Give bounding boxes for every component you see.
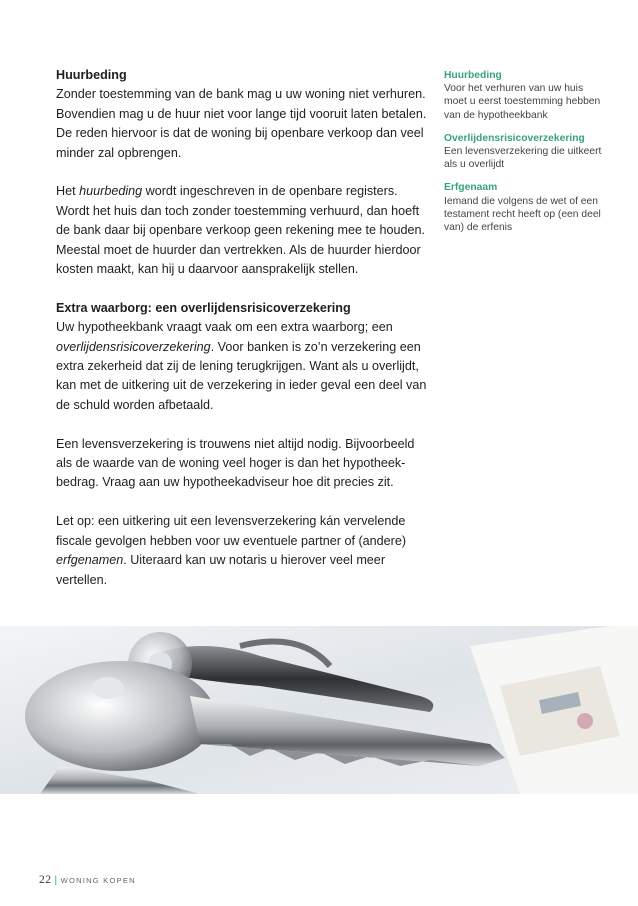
glossary-sidebar [444,69,604,244]
paragraph-let-op [56,512,428,590]
glossary-definition: Voor het verhuren van uw huis moet u eerst toestemming hebben van de hypotheekbank [444,83,601,121]
paragraph-text: Uw hypotheekbank vraagt vaak om een extra waarborg; een [56,320,393,335]
page-footer [39,874,136,886]
paragraph-huurbeding-registers [56,182,428,279]
paragraph-text: Het [56,184,80,199]
main-text-column [56,66,428,590]
section-name: WONING KOPEN [60,876,136,885]
paragraph-text: Een levensverzekering is trouwens niet altijd nodig. Bijvoorbeeld als de waarde van de woning veel hoger is dan het hypotheek-bedrag. Vraag aan uw hypotheekadviseur hoe dit precies zit. [56,436,415,490]
keys-photo [0,626,638,794]
page-number: 22 [39,874,52,886]
paragraph-huurbeding-intro [56,66,428,163]
paper-dot [577,713,593,729]
glossary-entry [444,69,604,122]
glossary-term: Huurbeding [444,70,502,81]
keys-illustration [0,626,638,794]
glossary-entry [444,132,604,172]
paragraph-text: Let op: een uitkering uit een levensverzekering kán vervelende fiscale gevolgen hebben voor uw eventuele partner of (andere) [56,514,407,548]
term-erfgenamen: erfgenamen [56,553,124,568]
glossary-term: Erfgenaam [444,182,498,194]
glossary-term: Overlijdensrisicoverzekering [444,132,585,144]
section-heading-huurbeding: Huurbeding [56,68,127,82]
section-heading-extra-waarborg: Extra waarborg: een overlijdensrisicoverzekering [56,300,351,315]
paragraph-text: . Voor banken is zo’n verzekering een extra zekerheid dat zij de lening terugkrijgen. Want als u overlijdt, kan met de uitkering uit de verzekering in ieder geval een deel van de schuld worden afbetaald. [56,339,427,412]
glossary-entry [444,181,604,234]
glossary-definition: Een levensverzekering die uitkeert als u overlijdt [444,146,602,171]
term-huurbeding: huurbeding [79,184,143,199]
paragraph-text: wordt ingeschreven in de openbare registers. Wordt het huis dan toch zonder toestemming verhuurd, dan hoeft de bank daar bij openbare verkoop geen rekening mee te houden. Meestal moet de huurder dan vertrekken. Als de huurder hierdoor kosten maakt, kan hij u daarvoor aansprakelijk stellen. [56,184,425,277]
paragraph-text: Zonder toestemming van de bank mag u uw woning niet verhuren. Bovendien mag u de huur niet voor lange tijd vooruit laten betalen. De reden hiervoor is dat de woning bij openbare verkoop dan veel minder zal opbrengen. [56,87,427,160]
paragraph-levensverzekering [56,435,428,493]
glossary-definition: Iemand die volgens de wet of een testament recht heeft op (een deel van) de erfenis [444,195,601,234]
paragraph-waarborg-intro [56,299,428,415]
paragraph-text: . Uiteraard kan uw notaris u hierover veel meer vertellen. [56,553,386,587]
footer-separator: | [54,875,58,886]
term-overlijdensrisicoverzekering: overlijdensrisicoverzekering [56,339,211,354]
